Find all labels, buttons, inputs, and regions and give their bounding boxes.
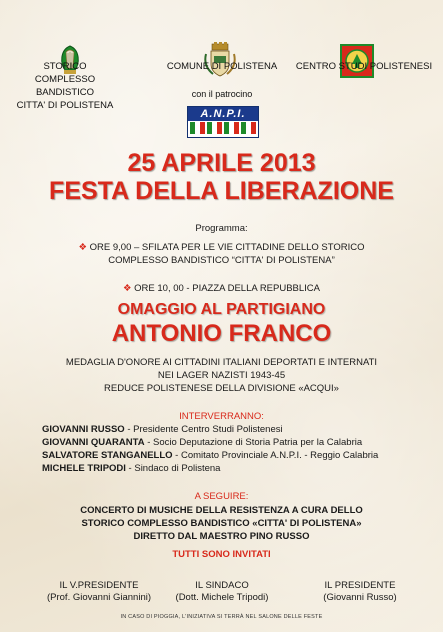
signature-title: IL PRESIDENTE [324, 580, 396, 591]
program-item-2 [0, 282, 443, 295]
signature-mayor [162, 580, 282, 604]
speaker-row [42, 423, 283, 436]
signature-title: IL V.PRESIDENTE [59, 580, 139, 591]
signature-name: (Prof. Giovanni Giannini) [46, 592, 152, 603]
program-label: Programma: [195, 223, 248, 234]
patronage-label: con il patrocino [191, 89, 253, 99]
speaker-name: GIOVANNI RUSSO [42, 424, 125, 435]
header-right-org: CENTRO STUDI POLISTENESI [295, 61, 433, 72]
following-heading: A SEGUIRE: [194, 491, 249, 502]
following-line: STORICO COMPLESSO BANDISTICO «CITTA' DI POLISTENA» [81, 518, 362, 529]
title-event: FESTA DELLA LIBERAZIONE [49, 177, 394, 205]
signature-title: IL SINDACO [195, 580, 249, 591]
speaker-role: - Presidente Centro Studi Polistenesi [124, 424, 283, 435]
following-line: CONCERTO DI MUSICHE DELLA RESISTENZA A CURA DELLO [80, 505, 363, 516]
speaker-role: - Sindaco di Polistena [125, 463, 221, 474]
tribute-detail: MEDAGLIA D'ONORE AI CITTADINI ITALIANI DEPORTATI E INTERNATI [65, 357, 378, 368]
header-left-line: STORICO COMPLESSO [34, 61, 96, 85]
header-center-org: COMUNE DI POLISTENA [166, 61, 278, 72]
signature-vice-president [34, 580, 164, 604]
rain-notice: IN CASO DI PIOGGIA, L'INIZIATIVA SI TERRÀ NEL SALONE DELLE FESTE [120, 614, 323, 620]
speaker-name: GIOVANNI QUARANTA [42, 437, 145, 448]
header-left-line: CITTA' DI POLISTENA [16, 100, 114, 111]
anpi-logo-icon [187, 106, 259, 138]
speaker-role: - Socio Deputazione di Storia Patria per la Calabria [144, 437, 363, 448]
tribute-name: ANTONIO FRANCO [111, 320, 332, 347]
signature-name: (Dott. Michele Tripodi) [175, 592, 269, 603]
tribute-detail: NEI LAGER NAZISTI 1943-45 [157, 370, 286, 381]
following-line: DIRETTO DAL MAESTRO PINO RUSSO [133, 531, 310, 542]
header-left-line: BANDISTICO [35, 87, 95, 98]
program-item-1-cont: COMPLESSO BANDISTICO “CITTA' DI POLISTENA” [108, 255, 335, 266]
tribute-heading: OMAGGIO AL PARTIGIANO [117, 301, 326, 318]
program-item-1-line: ORE 9,00 – SFILATA PER LE VIE CITTADINE DELLO STORICO [89, 242, 365, 253]
title-date: 25 APRILE 2013 [127, 149, 316, 177]
speaker-row [42, 462, 220, 475]
bullet-icon: ❖ [78, 242, 87, 253]
signature-name: (Giovanni Russo) [323, 592, 397, 603]
header-left-org [14, 60, 116, 112]
speaker-row [42, 449, 378, 462]
bullet-icon: ❖ [122, 283, 132, 294]
program-item-2-line: ORE 10, 00 - PIAZZA DELLA REPUBBLICA [134, 283, 321, 294]
speaker-role: - Comitato Provinciale A.N.P.I. - Reggio Calabria [172, 450, 379, 461]
speaker-name: MICHELE TRIPODI [42, 463, 126, 474]
invite-line: TUTTI SONO INVITATI [172, 549, 271, 560]
speaker-row [42, 436, 362, 449]
anpi-logo-text: A.N.P.I. [188, 107, 258, 121]
speaker-name: SALVATORE STANGANELLO [42, 450, 173, 461]
speakers-heading: INTERVERRANNO: [179, 411, 264, 422]
program-item-1 [0, 241, 443, 254]
tribute-detail: REDUCE POLISTENESE DELLA DIVISIONE «ACQUI» [104, 383, 339, 394]
anpi-flags [188, 121, 258, 135]
signature-president [300, 580, 420, 604]
